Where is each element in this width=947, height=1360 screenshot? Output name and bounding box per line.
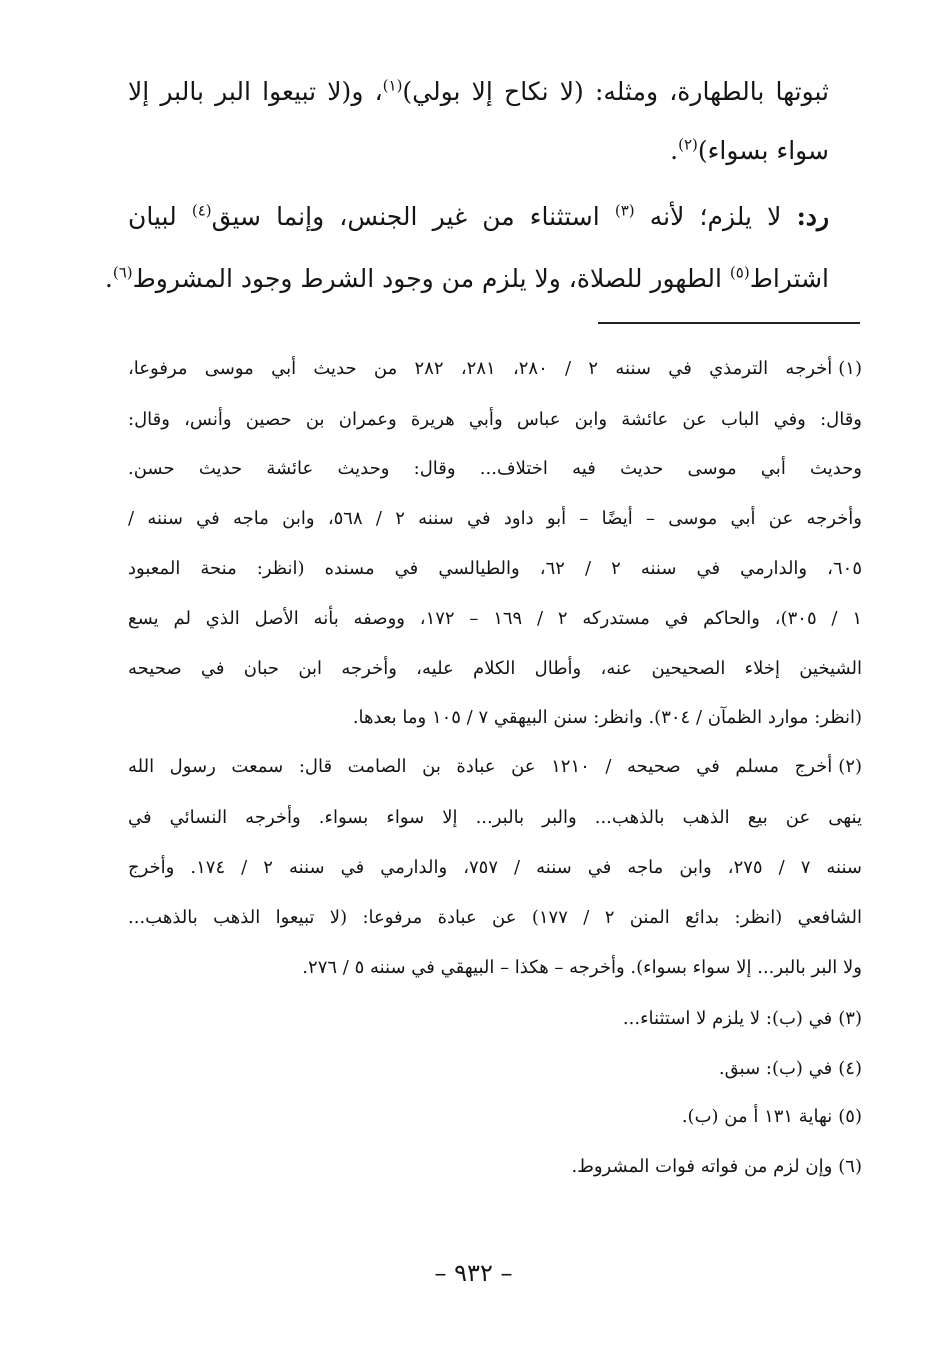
footnote-6-line — [571, 1153, 862, 1181]
footnote-2-line — [128, 854, 862, 882]
main-text-segment: . — [104, 264, 113, 293]
footnote-2-line — [302, 954, 862, 982]
main-text-segment: لا يلزم؛ لأنه — [649, 202, 782, 231]
main-text-segment: استثناء من غير الجنس، وإنما سيق — [211, 202, 600, 231]
main-text-segment: ثبوتها بالطهارة، ومثله: (لا نكاح إلا بولي) — [402, 77, 829, 106]
footnote-text: أخرجه الترمذي في سننه ٢ / ٢٨٠، ٢٨١، ٢٨٢ من حديث أبي موسى مرفوعا، — [128, 358, 833, 379]
footnote-ref-2: (٢) — [678, 135, 698, 154]
footnote-1-line — [128, 555, 862, 583]
footnote-number: (٣) — [838, 1008, 862, 1029]
footnote-text: أخرج مسلم في صحيحه / ١٢١٠ عن عبادة بن الصامت قال: سمعت رسول الله — [128, 756, 833, 777]
footnote-text: وحديث أبي موسى حديث فيه اختلاف... وقال: وحديث عائشة حديث حسن. — [128, 458, 862, 479]
footnote-number: (٥) — [838, 1106, 862, 1127]
footnote-2-line — [128, 904, 862, 932]
footnote-1-line — [128, 406, 862, 434]
footnote-text: ولا البر بالبر... إلا سواء بسواء). وأخرجه – هكذا – البيهقي في سننه ٥ / ٢٧٦. — [302, 957, 862, 978]
footnote-number: (١) — [838, 358, 862, 379]
footnote-number: (٦) — [838, 1156, 862, 1177]
footnote-text: الشيخين إخلاء الصحيحين عنه، وأطال الكلام عليه، وأخرجه ابن حبان في صحيحه — [128, 658, 862, 679]
footnote-3-line — [623, 1005, 862, 1033]
main-text-line — [670, 133, 829, 169]
footnote-text: في (ب): سبق. — [718, 1058, 833, 1079]
footnote-ref-4: (٤) — [191, 201, 212, 220]
footnote-2-line — [128, 753, 862, 781]
main-text-segment: اشتراط — [749, 264, 829, 293]
main-text-line — [105, 261, 829, 297]
footnote-number: (٢) — [838, 756, 863, 777]
main-text-segment: سواء بسواء) — [697, 136, 829, 165]
footnote-text: ٦٠٥، والدارمي في سننه ٢ / ٦٢، والطيالسي في مسنده (انظر: منحة المعبود — [128, 558, 862, 579]
main-text-segment: ، و(لا تبيعوا البر بالبر إلا — [128, 77, 383, 106]
footnote-ref-3: (٣) — [614, 201, 635, 220]
footnote-5-line — [682, 1103, 862, 1131]
main-text-segment: الطهور للصلاة، ولا يلزم من وجود الشرط وجود المشروط — [132, 264, 722, 293]
footnote-text: ١ / ٣٠٥)، والحاكم في مستدركه ٢ / ١٦٩ – ١٧٢، ووصفه بأنه الأصل الذي لم يسع — [128, 608, 862, 629]
footnote-text: وأخرجه عن أبي موسى – أيضًا – أبو داود في سننه ٢ / ٥٦٨، وابن ماجه في سننه / — [128, 508, 863, 529]
footnote-text: (انظر: موارد الظمآن / ٣٠٤). وانظر: سنن البيهقي ٧ / ١٠٥ وما بعدها. — [352, 707, 862, 728]
footnote-text: سننه ٧ / ٢٧٥، وابن ماجه في سننه / ٧٥٧، والدارمي في سننه ٢ / ١٧٤. وأخرج — [128, 857, 862, 878]
page-number: – ٩٣٢ – — [434, 1259, 513, 1287]
main-text-line — [128, 74, 829, 110]
footnote-1-line — [128, 605, 862, 633]
footnote-text: في (ب): لا يلزم لا استثناء... — [622, 1008, 833, 1029]
footnote-text: وقال: وفي الباب عن عائشة وابن عباس وأبي هريرة وعمران بن حصين وأنس، وقال: — [128, 409, 862, 430]
footnote-1-line — [128, 505, 862, 533]
footnote-1-line — [128, 655, 862, 683]
main-text-line — [128, 199, 829, 235]
footnote-text: الشافعي (انظر: بدائع المنن ٢ / ١٧٧) عن عبادة مرفوعا: (لا تبيعوا الذهب بالذهب... — [128, 907, 862, 928]
footnote-text: وإن لزم من فواته فوات المشروط. — [571, 1156, 833, 1177]
footnote-1-line — [128, 355, 862, 383]
footnote-ref-1: (١) — [382, 76, 403, 95]
footnote-number: (٤) — [838, 1058, 862, 1079]
reply-label: رد: — [796, 202, 830, 231]
footnote-2-line — [128, 804, 862, 832]
footnote-text: ينهى عن بيع الذهب بالذهب... والبر بالبر... إلا سواء بسواء. وأخرجه النسائي في — [128, 807, 862, 828]
footnote-4-line — [719, 1055, 862, 1083]
footnote-1-line — [128, 455, 862, 483]
footnote-separator — [598, 322, 860, 324]
footnote-ref-6: (٦) — [112, 263, 133, 282]
footnote-1-line — [353, 704, 862, 732]
main-text-segment: لبيان — [128, 202, 177, 231]
main-text-segment: . — [670, 136, 679, 165]
footnote-ref-5: (٥) — [729, 263, 750, 282]
footnote-text: نهاية ١٣١ أ من (ب). — [681, 1106, 833, 1127]
